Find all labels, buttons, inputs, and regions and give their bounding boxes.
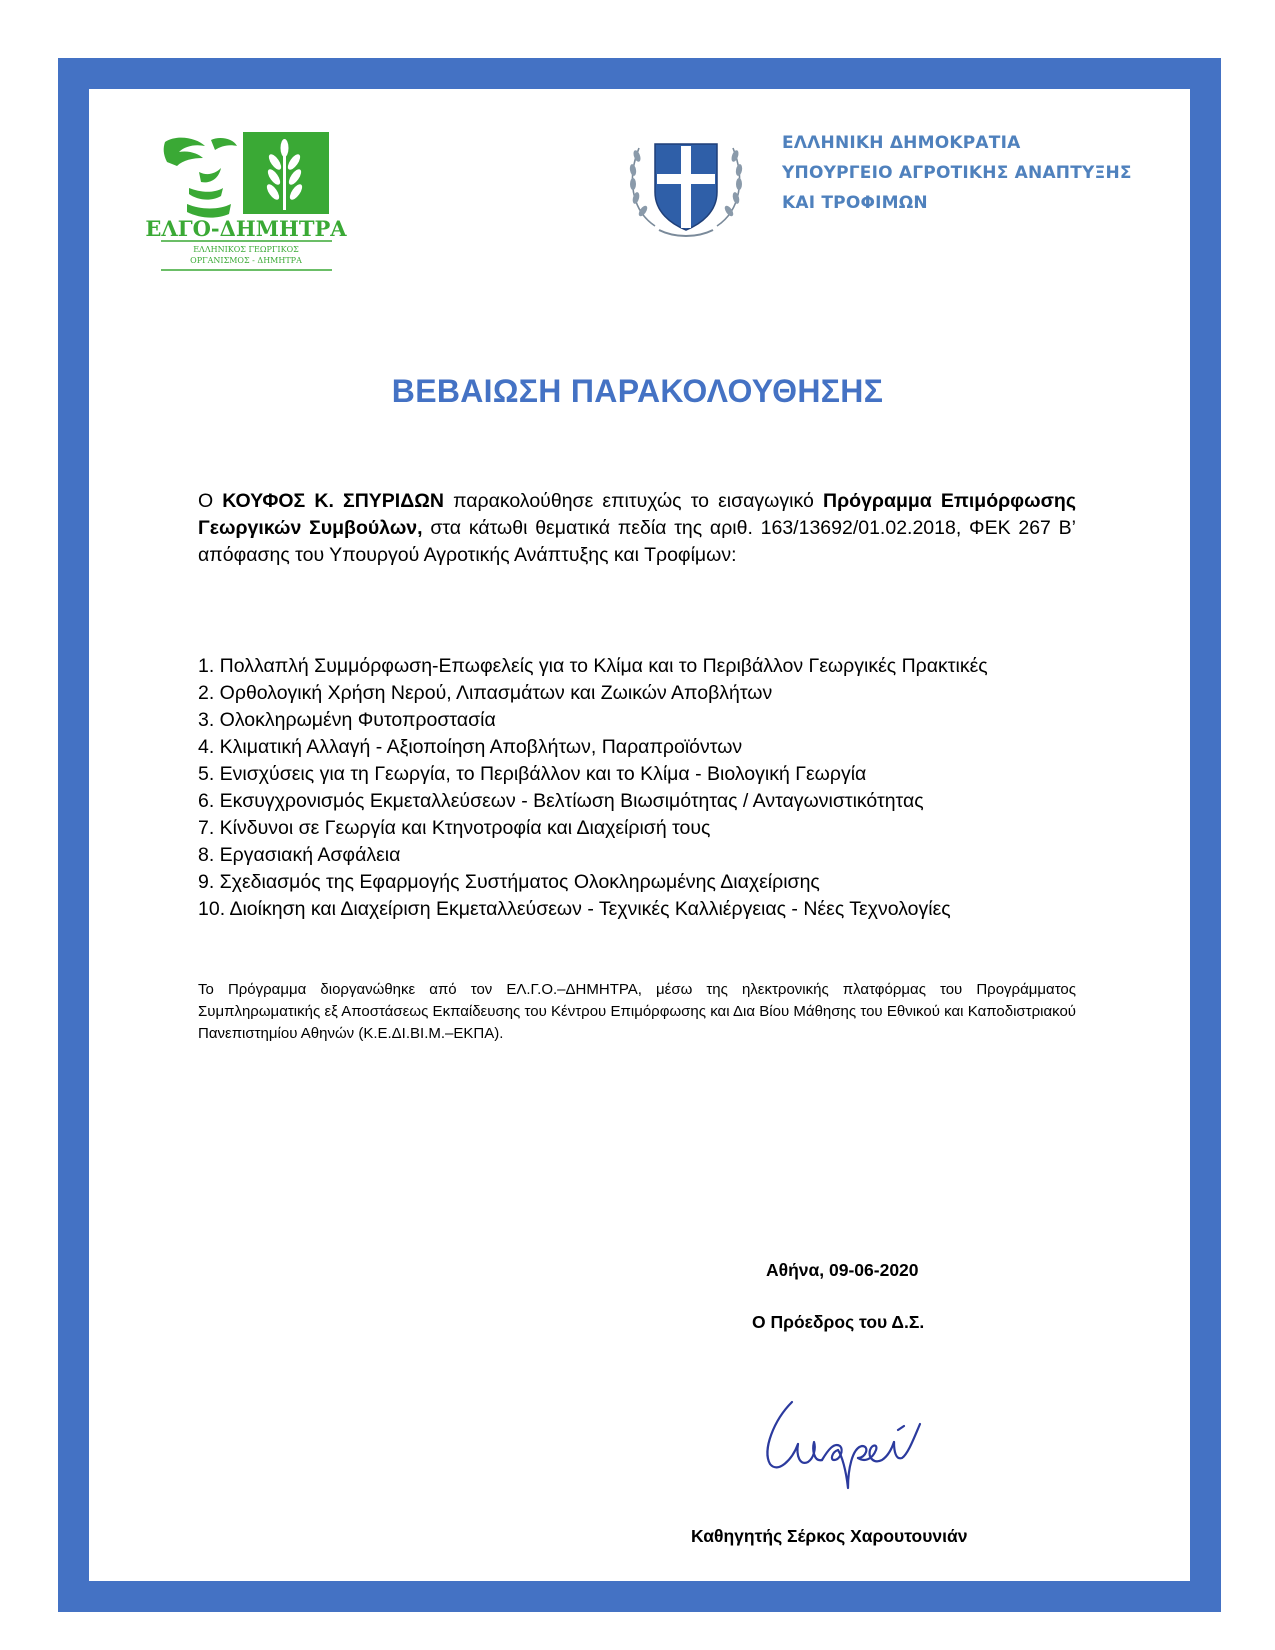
topics-list xyxy=(198,653,1098,923)
intro-prefix: Ο xyxy=(198,490,223,512)
intro-middle: παρακολούθησε επιτυχώς το εισαγωγικό xyxy=(443,490,823,512)
issue-date: Αθήνα, 09-06-2020 xyxy=(766,1260,919,1280)
intro-paragraph xyxy=(198,488,1076,569)
greek-coat-of-arms-icon xyxy=(625,126,747,240)
topic-item: 3. Ολοκληρωμένη Φυτοπροστασία xyxy=(198,709,496,731)
ministry-header xyxy=(782,128,1132,218)
topic-item: 6. Εκσυγχρονισμός Εκμεταλλεύσεων - Βελτίωση Βιωσιμότητας / Ανταγωνιστικότητας xyxy=(198,790,924,812)
certificate-title: ΒΕΒΑΙΩΣΗ ΠΑΡΑΚΟΛΟΥΘΗΣΗΣ xyxy=(391,373,884,409)
topic-item: 5. Ενισχύσεις για τη Γεωργία, το Περιβάλλον και το Κλίμα - Βιολογική Γεωργία xyxy=(198,763,867,785)
topic-item: 9. Σχεδιασμός της Εφαρμογής Συστήματος Ολοκληρωμένης Διαχείρισης xyxy=(198,871,820,893)
elgo-dimitra-logo xyxy=(145,132,347,274)
topic-item: 8. Εργασιακή Ασφάλεια xyxy=(198,844,401,866)
ministry-line-3: ΚΑΙ ΤΡΟΦΙΜΩΝ xyxy=(782,193,928,213)
organizer-paragraph: Το Πρόγραμμα διοργανώθηκε από τον ΕΛ.Γ.Ο.–ΔΗΜΗΤΡΑ, μέσω της ηλεκτρονικής πλατφόρμας του Προγράμματος Συμπληρωματικής εξ Αποστάσεως Εκπαίδευσης του Κέντρου Επιμόρφωσης και Δια Βίου Μάθησης του Εθνικού και Καποδιστριακού Πανεπιστημίου Αθηνών (Κ.Ε.ΔΙ.ΒΙ.Μ.–ΕΚΠΑ). xyxy=(198,981,1076,1042)
elgo-logo-subtitle-2: ΟΡΓΑΝΙΣΜΟΣ - ΔΗΜΗΤΡΑ xyxy=(190,256,302,265)
topic-item: 10. Διοίκηση και Διαχείριση Εκμεταλλεύσεων - Τεχνικές Καλλιέργειας - Νέες Τεχνολογίες xyxy=(198,898,951,920)
signer-name: Καθηγητής Σέρκος Χαρουτουνιάν xyxy=(691,1526,968,1546)
topic-item: 2. Ορθολογική Χρήση Νερού, Λιπασμάτων και Ζωικών Αποβλήτων xyxy=(198,682,773,704)
ministry-line-2: ΥΠΟΥΡΓΕΙΟ ΑΓΡΟΤΙΚΗΣ ΑΝΑΠΤΥΞΗΣ xyxy=(782,163,1132,183)
program-name: Πρόγραμμα Επιμόρφωσης Γεωργικών Συμβούλων, xyxy=(198,490,1076,539)
intro-suffix: στα κάτωθι θεματικά πεδία της αριθ. 163/13692/01.02.2018, ΦΕΚ 267 Β’ απόφασης του Υπουργού Αγροτικής Ανάπτυξης και Τροφίμων: xyxy=(198,517,1076,566)
topic-item: 1. Πολλαπλή Συμμόρφωση-Επωφελείς για το Κλίμα και το Περιβάλλον Γεωργικές Πρακτικές xyxy=(198,655,988,677)
ministry-line-1: ΕΛΛΗΝΙΚΗ ΔΗΜΟΚΡΑΤΙΑ xyxy=(782,133,1021,153)
handwritten-signature xyxy=(752,1390,942,1495)
signer-role: Ο Πρόεδρος του Δ.Σ. xyxy=(752,1312,925,1332)
elgo-logo-subtitle-1: ΕΛΛΗΝΙΚΟΣ ΓΕΩΡΓΙΚΟΣ xyxy=(193,245,299,254)
participant-name: ΚΟΥΦΟΣ Κ. ΣΠΥΡΙΔΩΝ xyxy=(222,490,444,512)
topic-item: 7. Κίνδυνοι σε Γεωργία και Κτηνοτροφία και Διαχείρισή τους xyxy=(198,817,711,839)
topic-item: 4. Κλιματική Αλλαγή - Αξιοποίηση Αποβλήτων, Παραπροϊόντων xyxy=(198,736,743,758)
elgo-logo-name: ΕΛΓΟ-ΔΗΜΗΤΡΑ xyxy=(145,216,347,241)
